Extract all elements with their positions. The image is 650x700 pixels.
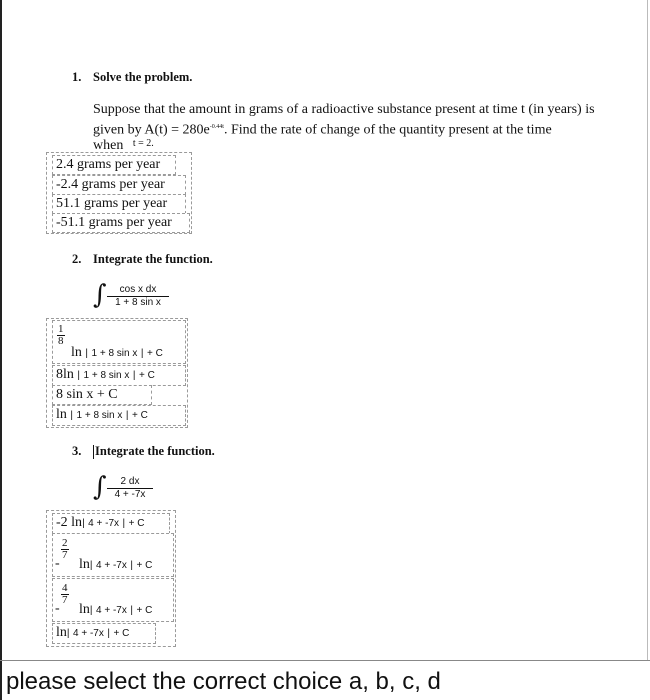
- q2-integrand-numerator: cos x dx: [107, 284, 169, 297]
- q2-title: Integrate the function.: [93, 252, 213, 266]
- q2-choice-c[interactable]: 8 sin x + C: [52, 385, 152, 405]
- q2-choice-d-tail: + C: [131, 410, 148, 421]
- q2-choice-a-coef-num: 1: [58, 323, 64, 335]
- q3-integrand-numerator: 2 dx: [107, 476, 153, 489]
- q2-choice-b-arg: 1 + 8 sin x: [83, 370, 130, 381]
- q3-choice-b[interactable]: [52, 533, 174, 577]
- q3-choice-a-arg: 4 + -7x: [88, 518, 120, 529]
- q1-formula-pre: given by A(t) = 280e: [93, 122, 210, 138]
- q3-title: [93, 444, 215, 459]
- q2-choice-b-tail: + C: [138, 370, 155, 381]
- q3-choice-d-ln: ln: [56, 625, 67, 640]
- q3-choice-c-expr: ln| 4 + -7x | + C: [79, 602, 153, 617]
- q3-choice-c-sign: -: [55, 601, 60, 616]
- q1-text-line2: [93, 119, 552, 139]
- q3-choice-a-tail: + C: [128, 518, 145, 529]
- q3-choice-c[interactable]: [52, 578, 174, 622]
- q2-integrand: [107, 284, 169, 309]
- q2-integral-sign: ∫: [93, 280, 107, 310]
- q3-choice-c-ln: ln: [79, 602, 90, 617]
- q1-choice-a[interactable]: 2.4 grams per year: [52, 155, 176, 175]
- q3-choice-b-ln: ln: [79, 557, 90, 572]
- right-border: [647, 0, 648, 660]
- q2-choice-d-ln: ln: [56, 407, 67, 422]
- q3-choice-a-coef: -2: [56, 515, 68, 530]
- q3-choice-b-coef: [61, 538, 69, 561]
- q3-choice-c-tail: + C: [136, 605, 153, 616]
- q2-choice-a-ln: ln: [71, 345, 82, 360]
- q3-choice-c-coef-den: 7: [62, 594, 68, 606]
- q3-integrand: [107, 476, 153, 501]
- q3-integral-sign: ∫: [93, 472, 107, 502]
- q3-choice-b-coef-den: 7: [62, 549, 68, 561]
- q3-choice-d-tail: + C: [113, 628, 130, 639]
- q3-choice-c-coef-num: 4: [62, 582, 68, 594]
- q2-choice-a-coef: [57, 324, 65, 347]
- q2-choice-d-arg: 1 + 8 sin x: [76, 410, 123, 421]
- q2-choice-b-ln: ln: [63, 367, 74, 382]
- footer-prompt: please select the correct choice a, b, c, d: [6, 668, 441, 695]
- footer-divider: [0, 660, 650, 661]
- q3-number: 3.: [72, 444, 82, 458]
- q2-choice-a-coef-den: 8: [58, 335, 64, 347]
- q1-formula-post: . Find the rate of change of the quantity present at the time: [223, 122, 552, 138]
- q3-choice-b-coef-num: 2: [62, 537, 68, 549]
- q2-choice-b-coef: 8: [56, 367, 63, 382]
- q1-choice-b[interactable]: -2.4 grams per year: [52, 175, 186, 195]
- q3-choice-a-ln: ln: [71, 515, 83, 530]
- q1-choice-d[interactable]: -51.1 grams per year: [52, 213, 190, 233]
- q3-choice-b-tail: + C: [136, 560, 153, 571]
- text-cursor: [93, 445, 94, 459]
- q3-title-text: Integrate the function.: [95, 444, 215, 458]
- q2-integrand-denominator: 1 + 8 sin x: [115, 297, 161, 308]
- q3-choice-c-arg: 4 + -7x: [96, 605, 127, 616]
- left-border: [0, 0, 2, 700]
- q1-number: 1.: [72, 70, 82, 84]
- q3-integrand-denominator: 4 + -7x: [114, 489, 146, 500]
- q2-choice-a-expr: ln | 1 + 8 sin x | + C: [71, 345, 163, 360]
- q2-choice-d[interactable]: ln | 1 + 8 sin x | + C: [52, 405, 186, 426]
- q3-choice-b-arg: 4 + -7x: [96, 560, 127, 571]
- q1-choice-c[interactable]: 51.1 grams per year: [52, 194, 186, 214]
- q2-choice-a-tail: + C: [146, 348, 163, 359]
- q1-when: when: [93, 138, 124, 153]
- q3-choice-a[interactable]: -2 ln| 4 + -7x | + C: [52, 513, 170, 534]
- q2-choice-b[interactable]: 8ln | 1 + 8 sin x | + C: [52, 365, 186, 386]
- q1-text-line1: Suppose that the amount in grams of a radioactive substance present at time t (in years) is: [93, 102, 595, 117]
- q3-choice-b-expr: ln| 4 + -7x | + C: [79, 557, 153, 572]
- q1-time-value: t = 2.: [132, 138, 154, 149]
- q1-formula-exponent: -0.44t: [209, 124, 224, 130]
- q2-choice-a-arg: 1 + 8 sin x: [91, 348, 138, 359]
- q3-choice-d[interactable]: ln| 4 + -7x | + C: [52, 623, 156, 644]
- q2-number: 2.: [72, 252, 82, 266]
- q3-choice-c-coef: [61, 583, 69, 606]
- q3-choice-b-sign: -: [55, 556, 60, 571]
- q1-title: Solve the problem.: [93, 70, 193, 84]
- q2-choice-a[interactable]: [52, 320, 186, 364]
- q3-choice-d-arg: 4 + -7x: [73, 628, 104, 639]
